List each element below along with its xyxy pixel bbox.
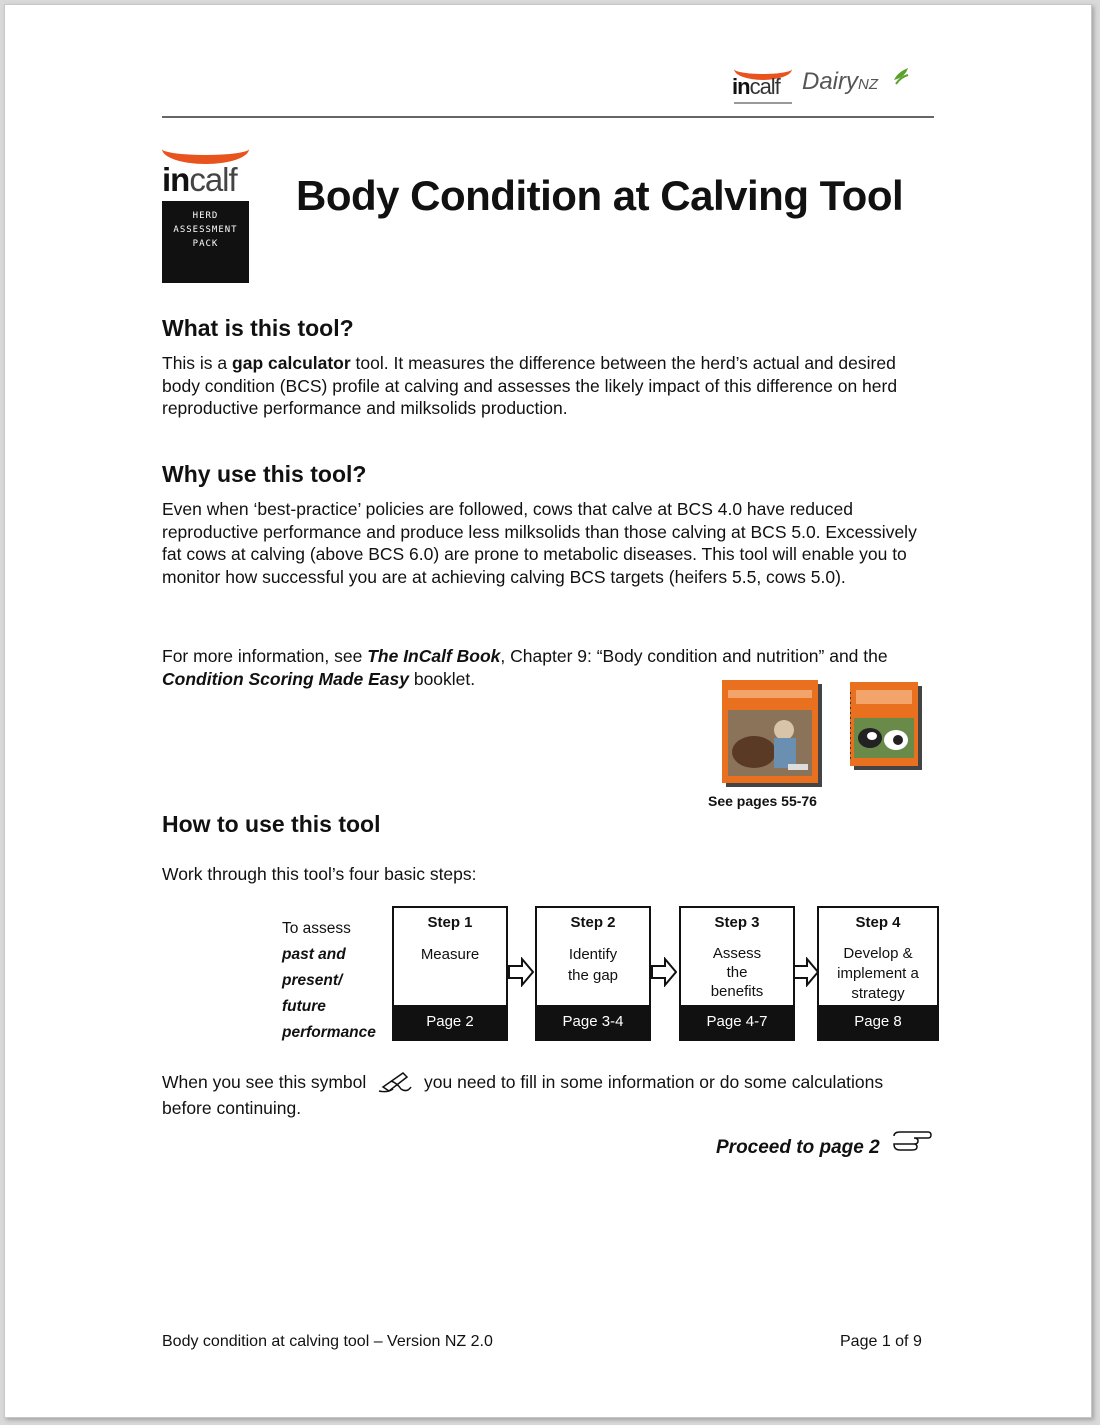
dairynz-logo: DairyNZ	[802, 68, 879, 95]
writing-hand-icon	[377, 1071, 413, 1095]
page-title: Body Condition at Calving Tool	[296, 172, 904, 219]
symbol-note: When you see this symbol you need to fill in some information or do some calculations before continuing.	[162, 1072, 884, 1119]
step-3-box: Step 3 Assess the benefits Page 4-7	[679, 906, 795, 1041]
condition-scoring-booklet-cover	[850, 682, 922, 770]
what-heading: What is this tool?	[162, 315, 354, 341]
step-1-box: Step 1 Measure Page 2	[392, 906, 508, 1041]
more-info-paragraph: For more information, see The InCalf Book, Chapter 9: “Body condition and nutrition” and the Condition Scoring Made Easy booklet.	[162, 646, 888, 689]
arrow-right-icon	[651, 957, 677, 987]
arrow-right-icon	[508, 957, 534, 987]
step-4-box: Step 4 Develop & implement a strategy Page 8	[817, 906, 939, 1041]
why-paragraph: Even when ‘best-practice’ policies are followed, cows that calve at BCS 4.0 have reduced reproductive performance and produce less milksolids than those calving at BCS 5.0. Excessively fat cows at calving (above BCS 6.0) are prone to metabolic diseases. This tool will enable you to monitor how successful you are at achieving calving BCS targets (heifers 5.5, cows 5.0).	[162, 499, 917, 587]
arrow-right-icon	[793, 957, 819, 987]
pointing-hand-icon	[892, 1128, 932, 1152]
footer-version: Body condition at calving tool – Version NZ 2.0	[162, 1333, 493, 1350]
proceed-link[interactable]: Proceed to page 2	[716, 1137, 880, 1158]
how-heading: How to use this tool	[162, 811, 381, 837]
why-heading: Why use this tool?	[162, 461, 367, 487]
what-paragraph: This is a gap calculator tool. It measures the difference between the herd’s actual and desired body condition (BCS) profile at calving and assesses the likely impact of this difference on herd reproductive performance and milksolids production.	[162, 353, 898, 418]
how-intro: Work through this tool’s four basic steps:	[162, 864, 477, 884]
header-divider	[162, 116, 934, 118]
assess-label: To assess past and present/ future performance	[282, 920, 376, 1041]
incalf-header-logo: incalf	[730, 58, 796, 108]
footer-page-number: Page 1 of 9	[840, 1333, 922, 1350]
step-2-box: Step 2 Identify the gap Page 3-4	[535, 906, 651, 1041]
leaf-icon	[892, 66, 910, 86]
incalf-herd-assessment-logo: incalf HERD ASSESSMENT PACK	[162, 134, 249, 284]
see-pages-caption: See pages 55-76	[708, 793, 817, 809]
incalf-book-cover	[722, 680, 822, 787]
